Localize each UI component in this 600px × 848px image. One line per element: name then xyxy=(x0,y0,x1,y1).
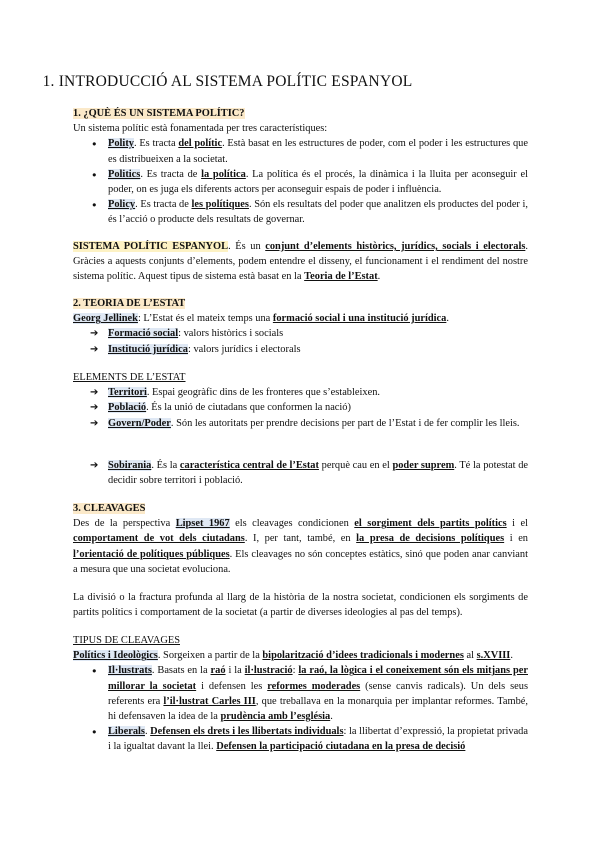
sobirania-block xyxy=(73,458,528,488)
section-1-intro: Un sistema polític està fonamentada per tres característiques: xyxy=(73,123,328,135)
elements-heading: ELEMENTS DE L’ESTAT xyxy=(73,372,186,383)
list-item: ➔ Institució jurídica: valors jurídics i electorals xyxy=(73,342,528,357)
list-item: ● Liberals. Defensen els drets i les llibertats individuals: la llibertat d’expressió, la propietat privada i la igualtat davant la llei. Defensen la participació ciutadana en la presa de decisió xyxy=(73,724,528,754)
tipus-section xyxy=(73,633,528,755)
section-3 xyxy=(73,501,528,577)
politics-ideology-line: Polítics i Ideològics. Sorgeixen a partir de la bipolarització d’idees tradicionals i modernes al s.XVIII. xyxy=(73,650,513,662)
list-item: ➔ Població. És la unió de ciutadans que conformen la nació) xyxy=(73,400,528,415)
characteristics-list xyxy=(73,136,528,227)
section-1-heading: 1. ¿QUÈ ÉS UN SISTEMA POLÍTIC? xyxy=(73,108,245,119)
jellinek-line: Georg Jellinek: L’Estat és el mateix temps una formació social i una institució jurídica. xyxy=(73,313,449,325)
elements-list xyxy=(73,385,528,431)
page-title: 1. INTRODUCCIÓ AL SISTEMA POLÍTIC ESPANYOL xyxy=(42,73,413,90)
elements-section xyxy=(73,370,528,431)
list-item: ● Politics. Es tracta de la política. La política és el procés, la dinàmica i la lluita per aconseguir el poder, on es juga els diferents actors per aconseguir espais de poder i influència. xyxy=(73,167,528,197)
section-1 xyxy=(73,106,528,228)
tipus-heading: TIPUS DE CLEAVAGES xyxy=(73,635,180,646)
list-item: ➔ Territori. Espai geogràfic dins de les fronteres que s’estableixen. xyxy=(73,385,528,400)
section-2-heading: 2. TEORIA DE L’ESTAT xyxy=(73,298,186,309)
cleavages-paragraph-2: La divisió o la fractura profunda al llarg de la història de la nostra societat, condicionen els sorgiments de partits polítics i comportament de la societat (a partir de diverses ideologies al pas del temps). xyxy=(73,592,528,619)
section-3-heading: 3. CLEAVAGES xyxy=(73,503,146,514)
jellinek-list xyxy=(73,326,528,356)
sistema-paragraph: SISTEMA POLÍTIC ESPANYOL. És un conjunt d’elements històrics, jurídics, socials i electorals. Gràcies a aquests conjunts d’elements, podem entendre el disseny, el funcionament i el rendiment del nostre sistema polític. Aquest tipus de sistema està basat en la Teoria de l’Estat. xyxy=(73,241,528,283)
section-2 xyxy=(73,296,528,357)
list-item: ➔ Formació social: valors històrics i socials xyxy=(73,326,528,341)
list-item: ● Il·lustrats. Basats en la raó i la il·lustració: la raó, la lògica i el coneixement són els mitjans per millorar la societat i defensen les reformes moderades (sense canvis radicals). Un dels seus referents era l’il·lustrat Carles III, que treballava en la monarquia per implantar reformes. També, hi defensaven la idea de la prudència amb l’església. xyxy=(73,663,528,724)
list-item: ● Polity. Es tracta del polític. Està basat en les estructures de poder, com el poder i les estructures que es distribueixen a la societat. xyxy=(73,136,528,166)
list-item: ● Policy. Es tracta de les polítiques. Són els resultats del poder que analitzen els productes del poder i, és l’acció o producte dels resultats de governar. xyxy=(73,197,528,227)
list-item: ➔ Sobirania. És la característica central de l’Estat perquè cau en el poder suprem. Té la potestat de decidir sobre territori i població. xyxy=(73,458,528,488)
list-item: ➔ Govern/Poder. Són les autoritats per prendre decisions per part de l’Estat i de fer complir les lleis. xyxy=(73,416,528,431)
cleavages-paragraph-1: Des de la perspectiva Lipset 1967 els cleavages condicionen el sorgiment dels partits polítics i el comportament de vot dels ciutadans. I, per tant, també, en la presa de decisions polítiques i en l’orientació de polítiques públiques. Els cleavages no són conceptes estàtics, sinó que poden anar canviant a mesura que una societat evoluciona. xyxy=(73,518,529,575)
tipus-list xyxy=(73,663,528,754)
